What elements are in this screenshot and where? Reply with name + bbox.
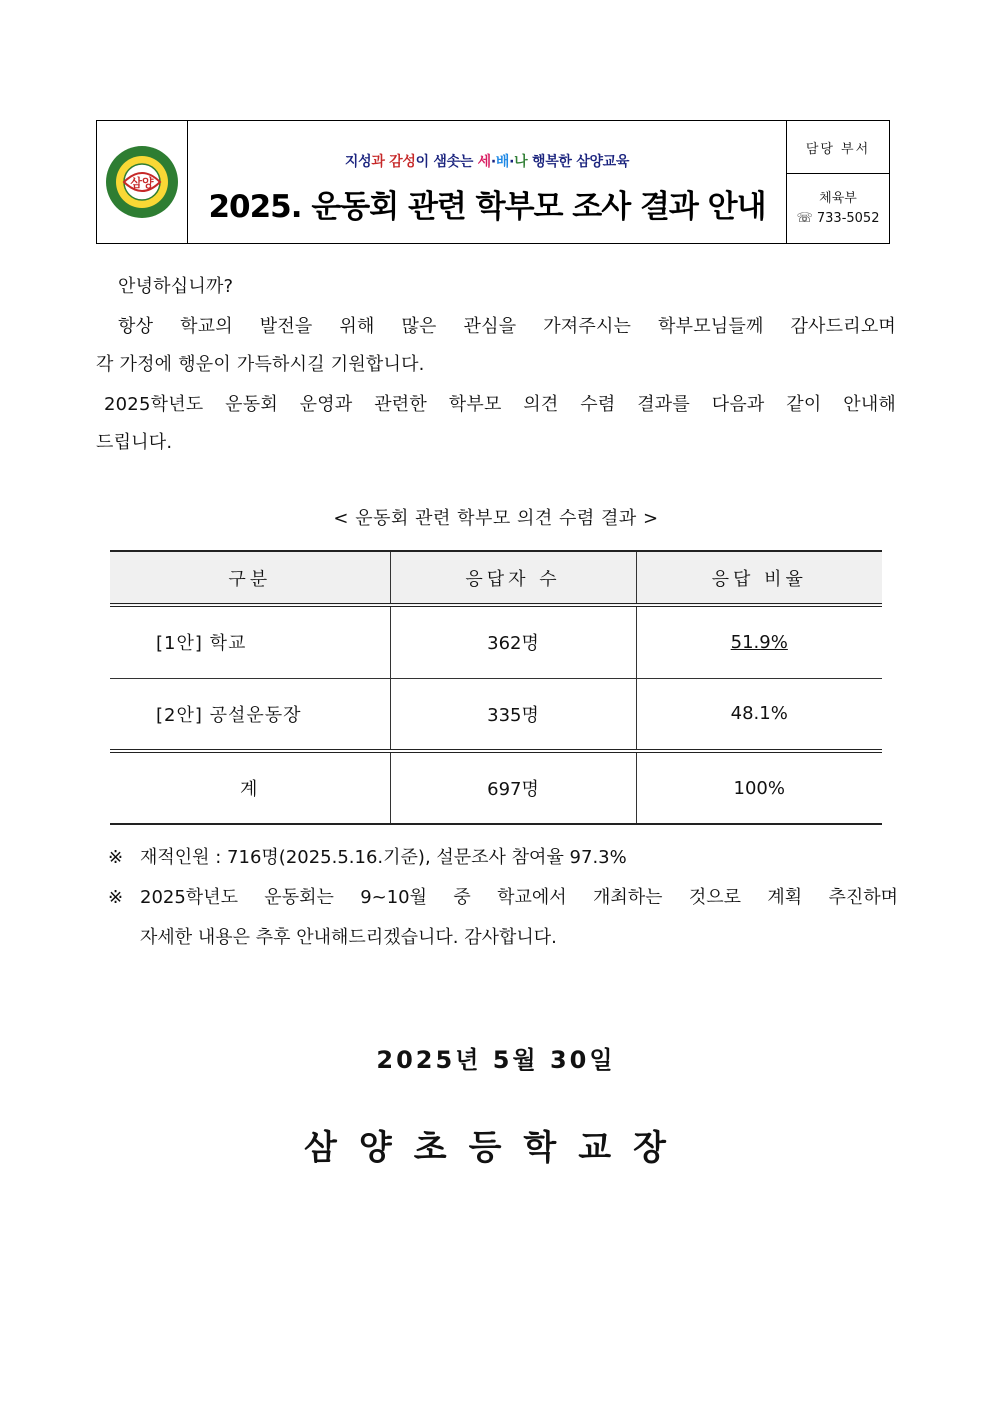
row-count: 362명	[390, 605, 636, 678]
total-count: 697명	[390, 751, 636, 824]
department-cell	[787, 121, 889, 243]
title-cell	[188, 121, 787, 243]
department-name: 체육부	[819, 190, 857, 206]
header-category: 구분	[110, 551, 390, 605]
school-slogan	[188, 151, 786, 171]
department-label: 담당 부서	[787, 121, 889, 174]
table-header-row	[110, 551, 882, 605]
total-category: 계	[110, 751, 390, 824]
row-category: [2안] 공설운동장	[110, 678, 390, 751]
signer-name: 삼양초등학교장	[304, 1128, 688, 1168]
note-2-line-1: 2025학년도 운동회는 9~10월 중 학교에서 개최하는 것으로 계획 추진하며	[140, 887, 898, 908]
note-1-text: 재적인원 : 716명(2025.5.16.기준), 설문조사 참여율 97.3%	[140, 847, 627, 868]
slogan-part: 이 샘솟는	[415, 154, 478, 170]
results-table	[110, 550, 882, 825]
paragraph-1-line-2: 각 가정에 행운이 가득하시길 기원합니다.	[96, 354, 425, 375]
document-title: 2025. 운동회 관련 학부모 조사 결과 안내	[208, 189, 766, 225]
note-mark: ※	[108, 887, 124, 908]
header-ratio: 응답 비율	[636, 551, 882, 605]
note-2	[108, 878, 898, 918]
slogan-separator: ·	[509, 154, 515, 170]
table-row	[110, 605, 882, 678]
slogan-part: 나	[514, 154, 528, 170]
row-ratio: 48.1%	[636, 678, 882, 751]
department-phone: ☏ 733-5052	[796, 210, 880, 226]
slogan-part: 지성	[344, 154, 372, 170]
row-ratio	[636, 605, 882, 678]
document-date: 2025년 5월 30일	[376, 1046, 616, 1074]
paragraph-1-line-1: 항상 학교의 발전을 위해 많은 관심을 가져주시는 학부모님들께 감사드리오며	[118, 316, 896, 337]
greeting: 안녕하십니까?	[118, 276, 234, 297]
paragraph-2-line-2: 드립니다.	[96, 432, 173, 453]
slogan-part: 배	[495, 154, 510, 170]
school-emblem-icon	[104, 144, 180, 220]
row-category: [1안] 학교	[110, 605, 390, 678]
row-ratio-value: 51.9%	[730, 631, 788, 653]
table-total-row	[110, 751, 882, 824]
total-ratio: 100%	[636, 751, 882, 824]
emblem-text: 삼양	[130, 176, 154, 190]
document-header	[96, 120, 890, 244]
table-row	[110, 678, 882, 751]
slogan-part: 세	[477, 154, 491, 170]
department-info	[787, 174, 889, 243]
header-count: 응답자 수	[390, 551, 636, 605]
slogan-part: 행복한 삼양교육	[527, 154, 630, 170]
slogan-separator: ·	[490, 154, 496, 170]
table-caption: < 운동회 관련 학부모 의견 수렴 결과 >	[333, 508, 659, 529]
slogan-part: 과	[371, 154, 390, 170]
note-1	[108, 838, 898, 878]
paragraph-2-line-1: 2025학년도 운동회 운영과 관련한 학부모 의견 수렴 결과를 다음과 같이 안내해	[104, 394, 896, 415]
note-mark: ※	[108, 847, 124, 868]
slogan-part: 감성	[389, 154, 416, 170]
note-2-line-2: 자세한 내용은 추후 안내해드리겠습니다. 감사합니다.	[140, 927, 557, 948]
row-count: 335명	[390, 678, 636, 751]
logo-cell	[97, 121, 188, 243]
